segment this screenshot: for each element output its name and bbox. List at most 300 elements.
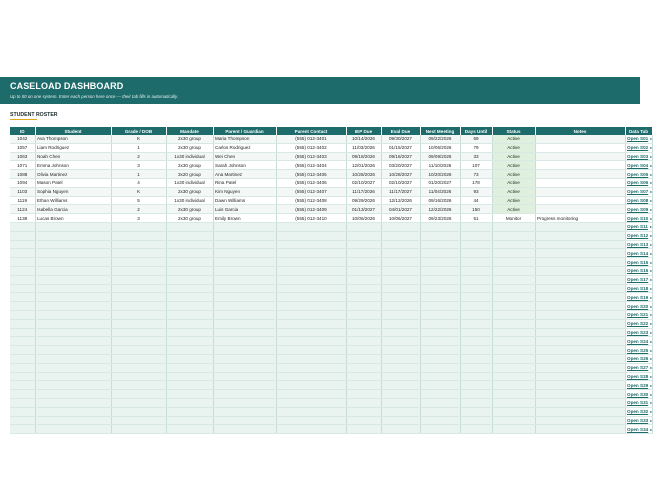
column-header[interactable]: Status bbox=[492, 127, 535, 135]
empty-cell[interactable] bbox=[276, 310, 346, 319]
empty-cell[interactable] bbox=[276, 275, 346, 284]
empty-cell[interactable] bbox=[535, 310, 625, 319]
empty-cell[interactable] bbox=[460, 266, 492, 275]
cell-parent[interactable]: Emily Brown bbox=[213, 214, 276, 223]
empty-cell[interactable] bbox=[166, 310, 213, 319]
cell-grade[interactable]: 2 bbox=[111, 152, 166, 161]
empty-cell[interactable] bbox=[10, 275, 35, 284]
data-tab-label[interactable]: Open S27 bbox=[627, 365, 649, 371]
empty-cell[interactable] bbox=[381, 328, 420, 337]
cell-notes[interactable]: Progress monitoring bbox=[535, 214, 625, 223]
empty-cell[interactable] bbox=[460, 284, 492, 293]
empty-cell[interactable] bbox=[346, 390, 381, 399]
empty-cell[interactable] bbox=[276, 266, 346, 275]
data-tab-link[interactable] bbox=[625, 372, 652, 381]
cell-status[interactable]: Active bbox=[492, 196, 535, 205]
cell-eval[interactable]: 12/12/2026 bbox=[381, 196, 420, 205]
cell-status[interactable]: Active bbox=[492, 152, 535, 161]
empty-cell[interactable] bbox=[213, 354, 276, 363]
data-tab-label[interactable]: Open S20 bbox=[627, 303, 649, 309]
empty-cell[interactable] bbox=[492, 425, 535, 434]
cell-contact[interactable]: (555) 012-3402 bbox=[276, 143, 346, 152]
empty-cell[interactable] bbox=[166, 266, 213, 275]
empty-cell[interactable] bbox=[420, 258, 460, 267]
cell-iep[interactable]: 09/18/2026 bbox=[346, 152, 381, 161]
empty-cell[interactable] bbox=[535, 222, 625, 231]
data-tab-label[interactable]: Open S09 bbox=[627, 206, 649, 212]
empty-cell[interactable] bbox=[535, 240, 625, 249]
data-tab-label[interactable]: Open S14 bbox=[627, 250, 649, 256]
empty-cell[interactable] bbox=[535, 407, 625, 416]
column-header[interactable]: Data Tab bbox=[625, 127, 652, 135]
empty-cell[interactable] bbox=[35, 407, 111, 416]
empty-cell[interactable] bbox=[460, 390, 492, 399]
empty-cell[interactable] bbox=[381, 363, 420, 372]
cell-mandate[interactable]: 2x30 group bbox=[166, 135, 213, 143]
empty-cell[interactable] bbox=[10, 310, 35, 319]
empty-cell[interactable] bbox=[381, 249, 420, 258]
empty-cell[interactable] bbox=[276, 240, 346, 249]
cell-meeting[interactable]: 12/22/2026 bbox=[420, 205, 460, 214]
cell-days[interactable]: 73 bbox=[460, 170, 492, 179]
empty-cell[interactable] bbox=[460, 425, 492, 434]
empty-cell[interactable] bbox=[166, 390, 213, 399]
empty-cell[interactable] bbox=[535, 258, 625, 267]
empty-cell[interactable] bbox=[460, 328, 492, 337]
empty-cell[interactable] bbox=[10, 222, 35, 231]
cell-meeting[interactable]: 11/04/2026 bbox=[420, 187, 460, 196]
cell-days[interactable]: 150 bbox=[460, 205, 492, 214]
empty-cell[interactable] bbox=[460, 407, 492, 416]
empty-cell[interactable] bbox=[492, 302, 535, 311]
empty-cell[interactable] bbox=[35, 266, 111, 275]
cell-status[interactable]: Active bbox=[492, 170, 535, 179]
empty-cell[interactable] bbox=[10, 363, 35, 372]
empty-cell[interactable] bbox=[346, 293, 381, 302]
empty-cell[interactable] bbox=[535, 293, 625, 302]
empty-cell[interactable] bbox=[213, 407, 276, 416]
empty-cell[interactable] bbox=[276, 293, 346, 302]
cell-contact[interactable]: (555) 012-3408 bbox=[276, 196, 346, 205]
empty-cell[interactable] bbox=[111, 381, 166, 390]
cell-eval[interactable]: 09/18/2027 bbox=[381, 152, 420, 161]
empty-cell[interactable] bbox=[460, 346, 492, 355]
empty-cell[interactable] bbox=[460, 337, 492, 346]
data-tab-link[interactable] bbox=[625, 231, 652, 240]
empty-cell[interactable] bbox=[492, 372, 535, 381]
cell-parent[interactable]: Carlos Rodriguez bbox=[213, 143, 276, 152]
empty-cell[interactable] bbox=[346, 416, 381, 425]
empty-cell[interactable] bbox=[10, 425, 35, 434]
empty-cell[interactable] bbox=[166, 275, 213, 284]
cell-eval[interactable]: 10/06/2027 bbox=[381, 214, 420, 223]
cell-contact[interactable]: (555) 012-3410 bbox=[276, 214, 346, 223]
empty-cell[interactable] bbox=[460, 363, 492, 372]
data-tab-label[interactable]: Open S07 bbox=[627, 189, 649, 195]
empty-cell[interactable] bbox=[166, 398, 213, 407]
data-tab-label[interactable]: Open S04 bbox=[627, 162, 649, 168]
empty-cell[interactable] bbox=[111, 407, 166, 416]
cell-contact[interactable]: (555) 012-3403 bbox=[276, 152, 346, 161]
cell-parent[interactable]: Maria Thompson bbox=[213, 135, 276, 143]
empty-cell[interactable] bbox=[111, 390, 166, 399]
data-tab-link[interactable] bbox=[625, 346, 652, 355]
empty-cell[interactable] bbox=[10, 302, 35, 311]
data-tab-label[interactable]: Open S34 bbox=[627, 426, 649, 432]
data-tab-link[interactable] bbox=[625, 143, 652, 152]
empty-cell[interactable] bbox=[10, 337, 35, 346]
empty-cell[interactable] bbox=[213, 293, 276, 302]
empty-cell[interactable] bbox=[535, 346, 625, 355]
cell-grade[interactable]: 3 bbox=[111, 214, 166, 223]
empty-cell[interactable] bbox=[381, 302, 420, 311]
empty-cell[interactable] bbox=[346, 372, 381, 381]
empty-cell[interactable] bbox=[111, 275, 166, 284]
cell-grade[interactable]: 1 bbox=[111, 170, 166, 179]
empty-cell[interactable] bbox=[10, 416, 35, 425]
cell-meeting[interactable]: 10/20/2026 bbox=[420, 170, 460, 179]
empty-cell[interactable] bbox=[346, 337, 381, 346]
cell-status[interactable]: Monitor bbox=[492, 214, 535, 223]
empty-cell[interactable] bbox=[460, 249, 492, 258]
empty-cell[interactable] bbox=[35, 328, 111, 337]
empty-cell[interactable] bbox=[111, 240, 166, 249]
data-tab-link[interactable] bbox=[625, 310, 652, 319]
empty-cell[interactable] bbox=[10, 258, 35, 267]
data-tab-link[interactable] bbox=[625, 152, 652, 161]
empty-cell[interactable] bbox=[276, 302, 346, 311]
data-tab-link[interactable] bbox=[625, 240, 652, 249]
empty-cell[interactable] bbox=[492, 354, 535, 363]
data-tab-label[interactable]: Open S30 bbox=[627, 391, 649, 397]
empty-cell[interactable] bbox=[492, 293, 535, 302]
empty-cell[interactable] bbox=[346, 346, 381, 355]
data-tab-link[interactable] bbox=[625, 249, 652, 258]
cell-parent[interactable]: Luis Garcia bbox=[213, 205, 276, 214]
cell-meeting[interactable]: 01/20/2027 bbox=[420, 178, 460, 187]
data-tab-label[interactable]: Open S03 bbox=[627, 153, 649, 159]
cell-parent[interactable]: Sarah Johnson bbox=[213, 161, 276, 170]
empty-cell[interactable] bbox=[111, 293, 166, 302]
cell-parent[interactable]: Wei Chen bbox=[213, 152, 276, 161]
empty-cell[interactable] bbox=[420, 372, 460, 381]
empty-cell[interactable] bbox=[420, 231, 460, 240]
data-tab-label[interactable]: Open S02 bbox=[627, 145, 649, 151]
empty-cell[interactable] bbox=[346, 310, 381, 319]
data-tab-label[interactable]: Open S12 bbox=[627, 233, 649, 239]
empty-cell[interactable] bbox=[10, 231, 35, 240]
empty-cell[interactable] bbox=[35, 346, 111, 355]
empty-cell[interactable] bbox=[10, 354, 35, 363]
empty-cell[interactable] bbox=[35, 302, 111, 311]
empty-cell[interactable] bbox=[10, 390, 35, 399]
empty-cell[interactable] bbox=[111, 284, 166, 293]
column-header[interactable]: Days Until bbox=[460, 127, 492, 135]
empty-cell[interactable] bbox=[35, 416, 111, 425]
empty-cell[interactable] bbox=[346, 363, 381, 372]
cell-id[interactable]: 1057 bbox=[10, 143, 35, 152]
empty-cell[interactable] bbox=[346, 249, 381, 258]
empty-cell[interactable] bbox=[276, 407, 346, 416]
empty-cell[interactable] bbox=[213, 222, 276, 231]
cell-meeting[interactable]: 09/23/2026 bbox=[420, 214, 460, 223]
cell-contact[interactable]: (555) 012-3406 bbox=[276, 178, 346, 187]
empty-cell[interactable] bbox=[276, 425, 346, 434]
data-tab-link[interactable] bbox=[625, 293, 652, 302]
cell-student[interactable]: Emma Johnson bbox=[35, 161, 111, 170]
column-header[interactable]: Eval Due bbox=[381, 127, 420, 135]
empty-cell[interactable] bbox=[35, 319, 111, 328]
empty-cell[interactable] bbox=[535, 328, 625, 337]
cell-days[interactable]: 51 bbox=[460, 214, 492, 223]
empty-cell[interactable] bbox=[492, 266, 535, 275]
cell-student[interactable]: Ethan Williams bbox=[35, 196, 111, 205]
empty-cell[interactable] bbox=[10, 319, 35, 328]
cell-student[interactable]: Sophia Nguyen bbox=[35, 187, 111, 196]
empty-cell[interactable] bbox=[535, 390, 625, 399]
cell-contact[interactable]: (555) 012-3404 bbox=[276, 161, 346, 170]
empty-cell[interactable] bbox=[346, 319, 381, 328]
empty-cell[interactable] bbox=[35, 275, 111, 284]
empty-cell[interactable] bbox=[10, 284, 35, 293]
empty-cell[interactable] bbox=[381, 337, 420, 346]
data-tab-link[interactable] bbox=[625, 425, 652, 434]
cell-iep[interactable]: 12/01/2026 bbox=[346, 161, 381, 170]
empty-cell[interactable] bbox=[420, 249, 460, 258]
empty-cell[interactable] bbox=[381, 231, 420, 240]
empty-cell[interactable] bbox=[492, 319, 535, 328]
empty-cell[interactable] bbox=[420, 425, 460, 434]
cell-meeting[interactable]: 11/10/2026 bbox=[420, 161, 460, 170]
empty-cell[interactable] bbox=[381, 381, 420, 390]
column-header[interactable]: Parent Contact bbox=[276, 127, 346, 135]
empty-cell[interactable] bbox=[535, 372, 625, 381]
empty-cell[interactable] bbox=[460, 293, 492, 302]
empty-cell[interactable] bbox=[166, 372, 213, 381]
empty-cell[interactable] bbox=[213, 319, 276, 328]
empty-cell[interactable] bbox=[492, 328, 535, 337]
empty-cell[interactable] bbox=[166, 425, 213, 434]
empty-cell[interactable] bbox=[535, 354, 625, 363]
empty-cell[interactable] bbox=[492, 337, 535, 346]
empty-cell[interactable] bbox=[166, 354, 213, 363]
cell-status[interactable]: Active bbox=[492, 143, 535, 152]
cell-iep[interactable]: 01/13/2027 bbox=[346, 205, 381, 214]
empty-cell[interactable] bbox=[381, 354, 420, 363]
empty-cell[interactable] bbox=[35, 222, 111, 231]
empty-cell[interactable] bbox=[213, 346, 276, 355]
empty-cell[interactable] bbox=[420, 381, 460, 390]
column-header[interactable]: Notes bbox=[535, 127, 625, 135]
empty-cell[interactable] bbox=[492, 390, 535, 399]
empty-cell[interactable] bbox=[346, 407, 381, 416]
data-tab-link[interactable] bbox=[625, 135, 652, 143]
cell-id[interactable]: 1063 bbox=[10, 152, 35, 161]
empty-cell[interactable] bbox=[460, 416, 492, 425]
empty-cell[interactable] bbox=[460, 398, 492, 407]
data-tab-label[interactable]: Open S28 bbox=[627, 373, 649, 379]
cell-id[interactable]: 1094 bbox=[10, 178, 35, 187]
data-tab-label[interactable]: Open S11 bbox=[627, 224, 648, 230]
cell-days[interactable]: 33 bbox=[460, 152, 492, 161]
empty-cell[interactable] bbox=[381, 275, 420, 284]
empty-cell[interactable] bbox=[213, 240, 276, 249]
empty-cell[interactable] bbox=[420, 416, 460, 425]
empty-cell[interactable] bbox=[35, 231, 111, 240]
data-tab-link[interactable] bbox=[625, 266, 652, 275]
empty-cell[interactable] bbox=[10, 266, 35, 275]
cell-student[interactable]: Lucas Brown bbox=[35, 214, 111, 223]
cell-notes[interactable] bbox=[535, 170, 625, 179]
cell-parent[interactable]: Dawn Williams bbox=[213, 196, 276, 205]
cell-id[interactable]: 1042 bbox=[10, 135, 35, 143]
empty-cell[interactable] bbox=[276, 284, 346, 293]
data-tab-label[interactable]: Open S19 bbox=[627, 294, 649, 300]
data-tab-link[interactable] bbox=[625, 354, 652, 363]
empty-cell[interactable] bbox=[276, 346, 346, 355]
empty-cell[interactable] bbox=[35, 381, 111, 390]
cell-eval[interactable]: 01/15/2027 bbox=[381, 143, 420, 152]
empty-cell[interactable] bbox=[213, 416, 276, 425]
data-tab-label[interactable]: Open S05 bbox=[627, 171, 649, 177]
empty-cell[interactable] bbox=[213, 302, 276, 311]
data-tab-label[interactable]: Open S26 bbox=[627, 356, 649, 362]
cell-iep[interactable]: 09/29/2026 bbox=[346, 196, 381, 205]
empty-cell[interactable] bbox=[492, 258, 535, 267]
empty-cell[interactable] bbox=[35, 398, 111, 407]
cell-notes[interactable] bbox=[535, 152, 625, 161]
empty-cell[interactable] bbox=[10, 346, 35, 355]
cell-meeting[interactable]: 09/22/2026 bbox=[420, 135, 460, 143]
empty-cell[interactable] bbox=[420, 407, 460, 416]
column-header[interactable]: IEP Due bbox=[346, 127, 381, 135]
empty-cell[interactable] bbox=[381, 258, 420, 267]
cell-mandate[interactable]: 1x30 individual bbox=[166, 196, 213, 205]
cell-meeting[interactable]: 10/06/2026 bbox=[420, 143, 460, 152]
empty-cell[interactable] bbox=[346, 398, 381, 407]
empty-cell[interactable] bbox=[460, 240, 492, 249]
empty-cell[interactable] bbox=[346, 222, 381, 231]
data-tab-link[interactable] bbox=[625, 258, 652, 267]
empty-cell[interactable] bbox=[535, 275, 625, 284]
data-tab-link[interactable] bbox=[625, 363, 652, 372]
empty-cell[interactable] bbox=[111, 302, 166, 311]
empty-cell[interactable] bbox=[381, 284, 420, 293]
empty-cell[interactable] bbox=[213, 249, 276, 258]
empty-cell[interactable] bbox=[35, 293, 111, 302]
cell-days[interactable]: 59 bbox=[460, 135, 492, 143]
empty-cell[interactable] bbox=[535, 231, 625, 240]
data-tab-link[interactable] bbox=[625, 170, 652, 179]
empty-cell[interactable] bbox=[276, 416, 346, 425]
empty-cell[interactable] bbox=[111, 354, 166, 363]
empty-cell[interactable] bbox=[381, 346, 420, 355]
empty-cell[interactable] bbox=[381, 416, 420, 425]
empty-cell[interactable] bbox=[35, 249, 111, 258]
empty-cell[interactable] bbox=[10, 398, 35, 407]
data-tab-link[interactable] bbox=[625, 398, 652, 407]
cell-grade[interactable]: 1 bbox=[111, 143, 166, 152]
empty-cell[interactable] bbox=[276, 337, 346, 346]
empty-cell[interactable] bbox=[166, 240, 213, 249]
empty-cell[interactable] bbox=[10, 328, 35, 337]
data-tab-link[interactable] bbox=[625, 205, 652, 214]
empty-cell[interactable] bbox=[166, 381, 213, 390]
empty-cell[interactable] bbox=[420, 302, 460, 311]
empty-cell[interactable] bbox=[381, 266, 420, 275]
empty-cell[interactable] bbox=[35, 390, 111, 399]
empty-cell[interactable] bbox=[535, 337, 625, 346]
empty-cell[interactable] bbox=[346, 258, 381, 267]
empty-cell[interactable] bbox=[492, 240, 535, 249]
cell-id[interactable]: 1119 bbox=[10, 196, 35, 205]
empty-cell[interactable] bbox=[535, 284, 625, 293]
empty-cell[interactable] bbox=[213, 328, 276, 337]
cell-mandate[interactable]: 3x20 group bbox=[166, 170, 213, 179]
cell-eval[interactable]: 09/30/2027 bbox=[381, 135, 420, 143]
empty-cell[interactable] bbox=[111, 231, 166, 240]
empty-cell[interactable] bbox=[420, 293, 460, 302]
empty-cell[interactable] bbox=[276, 390, 346, 399]
empty-cell[interactable] bbox=[111, 310, 166, 319]
empty-cell[interactable] bbox=[492, 381, 535, 390]
data-tab-label[interactable]: Open S29 bbox=[627, 382, 649, 388]
cell-parent[interactable]: Rina Patel bbox=[213, 178, 276, 187]
empty-cell[interactable] bbox=[346, 354, 381, 363]
empty-cell[interactable] bbox=[492, 275, 535, 284]
empty-cell[interactable] bbox=[276, 249, 346, 258]
empty-cell[interactable] bbox=[111, 266, 166, 275]
cell-contact[interactable]: (555) 012-3401 bbox=[276, 135, 346, 143]
cell-status[interactable]: Active bbox=[492, 161, 535, 170]
cell-status[interactable]: Active bbox=[492, 205, 535, 214]
empty-cell[interactable] bbox=[276, 222, 346, 231]
cell-days[interactable]: 44 bbox=[460, 196, 492, 205]
cell-grade[interactable]: 4 bbox=[111, 178, 166, 187]
empty-cell[interactable] bbox=[166, 319, 213, 328]
empty-cell[interactable] bbox=[166, 231, 213, 240]
empty-cell[interactable] bbox=[535, 266, 625, 275]
cell-notes[interactable] bbox=[535, 205, 625, 214]
data-tab-label[interactable]: Open S06 bbox=[627, 180, 649, 186]
cell-mandate[interactable]: 2x30 group bbox=[166, 205, 213, 214]
empty-cell[interactable] bbox=[276, 319, 346, 328]
data-tab-label[interactable]: Open S08 bbox=[627, 197, 649, 203]
data-tab-link[interactable] bbox=[625, 214, 652, 223]
data-tab-link[interactable] bbox=[625, 275, 652, 284]
cell-student[interactable]: Olivia Martinez bbox=[35, 170, 111, 179]
empty-cell[interactable] bbox=[420, 328, 460, 337]
cell-iep[interactable]: 10/06/2026 bbox=[346, 214, 381, 223]
cell-id[interactable]: 1071 bbox=[10, 161, 35, 170]
cell-days[interactable]: 93 bbox=[460, 187, 492, 196]
data-tab-label[interactable]: Open S33 bbox=[627, 417, 649, 423]
empty-cell[interactable] bbox=[213, 258, 276, 267]
empty-cell[interactable] bbox=[35, 258, 111, 267]
column-header[interactable]: Next Meeting bbox=[420, 127, 460, 135]
data-tab-label[interactable]: Open S15 bbox=[627, 259, 649, 265]
empty-cell[interactable] bbox=[420, 319, 460, 328]
empty-cell[interactable] bbox=[213, 372, 276, 381]
empty-cell[interactable] bbox=[420, 240, 460, 249]
empty-cell[interactable] bbox=[535, 381, 625, 390]
empty-cell[interactable] bbox=[420, 337, 460, 346]
empty-cell[interactable] bbox=[166, 302, 213, 311]
empty-cell[interactable] bbox=[166, 293, 213, 302]
column-header[interactable]: Grade / DOB bbox=[111, 127, 166, 135]
empty-cell[interactable] bbox=[213, 425, 276, 434]
data-tab-link[interactable] bbox=[625, 178, 652, 187]
